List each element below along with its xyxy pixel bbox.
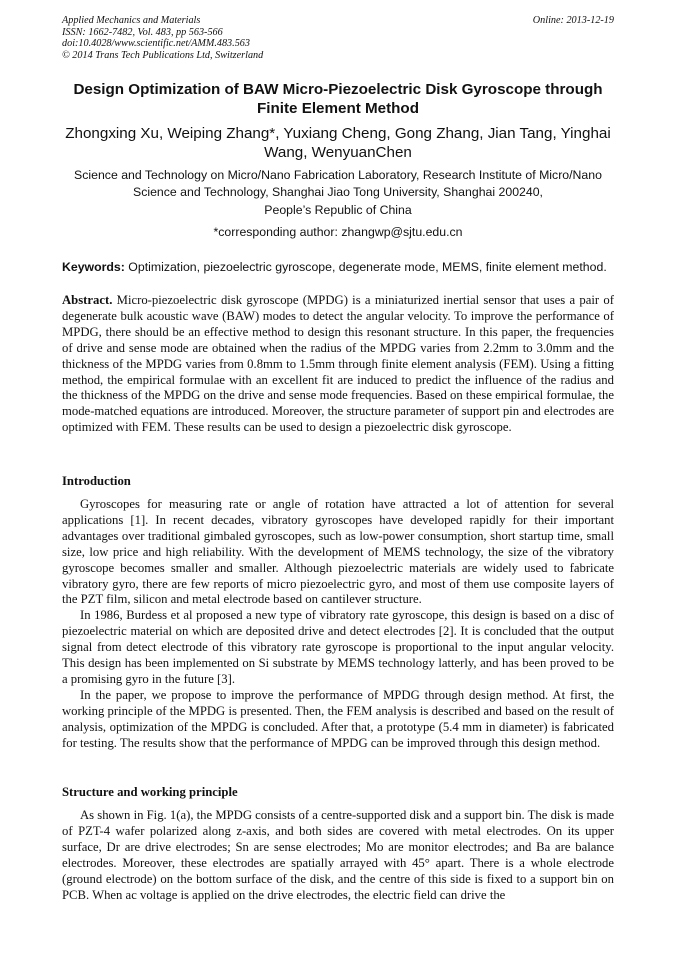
paragraph: As shown in Fig. 1(a), the MPDG consists of a centre-supported disk and a support bin. The disk is made of PZT-4 wafer polarized along z-axis, and both sides are covered with metal electrodes. On its upper surface, Dr are drive electrodes; Sn are sense electrodes; Mo are monitor electrodes; and Ba are balance electrodes. Moreover, these electrodes are spatially arrayed with 45° apart. There is a whole electrode (ground electrode) on the bottom surface of the disk, and the centre of this side is fixed to a support bin on PCB. When ac voltage is applied on the drive electrodes, the electric field can drive the: [62, 808, 614, 902]
author-list: Zhongxing Xu, Weiping Zhang*, Yuxiang Cheng, Gong Zhang, Jian Tang, Yinghai Wang, WenyuanChen: [65, 125, 611, 161]
paper-title: Design Optimization of BAW Micro-Piezoelectric Disk Gyroscope through Finite Element Method: [73, 81, 603, 117]
issn-line: ISSN: 1662-7482, Vol. 483, pp 563-566: [62, 26, 223, 38]
abstract: [62, 293, 614, 436]
keywords-label: Keywords:: [62, 260, 125, 274]
paragraph: In the paper, we propose to improve the performance of MPDG through design method. At first, the working principle of the MPDG is presented. Then, the FEM analysis is described and based on the result of analysis, optimization of the MPDG is concluded. After that, a prototype (5.4 mm in diameter) is fabricated for testing. The results show that the performance of MPDG can be improved through this design method.: [62, 687, 614, 750]
structure-heading: Structure and working principle: [62, 785, 238, 799]
abstract-label: Abstract.: [62, 293, 113, 307]
copyright-line: © 2014 Trans Tech Publications Ltd, Switzerland: [62, 49, 264, 61]
doi-line: doi:10.4028/www.scientific.net/AMM.483.563: [62, 38, 250, 49]
keywords-text: Optimization, piezoelectric gyroscope, degenerate mode, MEMS, finite element method.: [124, 260, 607, 274]
journal-header: [62, 15, 263, 61]
abstract-text: Micro-piezoelectric disk gyroscope (MPDG) is a miniaturized inertial sensor that uses a pair of degenerate bulk acoustic wave (BAW) modes to detect the angular velocity. To improve the performance of MPDG, there should be an effective method to design this resonant structure. In this paper, the frequencies of drive and sense mode are obtained when the radius of the MPDG varies from 2.2mm to 3.0mm and the thickness of the MPDG varies from 0.8mm to 1.5mm through finite element analysis (FEM). Using a fitting method, the empirical formulae with an excellent fit are induced to predict the influence of the radius and the thickness of the MPDG on the drive and sense mode frequencies. Based on these empirical formulae, the mode-matched equations are introduced. Moreover, the structure parameter of support pin and electrodes are optimized with FEM. These results can be used to design a piezoelectric disk gyroscope.: [62, 293, 614, 435]
online-date: Online: 2013-12-19: [532, 15, 614, 26]
affiliation-country: People’s Republic of China: [264, 203, 412, 217]
affiliation: Science and Technology on Micro/Nano Fabrication Laboratory, Research Institute of Micro/Nano Science and Technology, Shanghai Jiao Tong University, Shanghai 200240,: [74, 168, 602, 199]
introduction-body: [62, 497, 614, 752]
structure-body: [62, 808, 614, 903]
journal-name: Applied Mechanics and Materials: [62, 15, 201, 26]
paragraph: In 1986, Burdess et al proposed a new type of vibratory rate gyroscope, this design is based on a disc of piezoelectric material on which are deposited drive and detect electrodes [2]. It is concluded that the output signal from detect electrode of this vibratory rate gyroscope is proportional to the input angular velocity. This design has been implemented on Si substrate by MEMS technology latterly, and has been proved to be a promising gyro in the future [3].: [62, 608, 614, 686]
keywords: [62, 259, 614, 276]
introduction-heading: Introduction: [62, 474, 131, 488]
paragraph: Gyroscopes for measuring rate or angle of rotation have attracted a lot of attention for several applications [1]. In recent decades, vibratory gyroscopes have developed rapidly for their important advantages over traditional gimbaled gyroscopes, such as low-power consumption, short startup time, small size, low price and high reliability. With the development of MEMS technology, the size of the vibratory gyroscope becomes smaller and smaller. Although piezoelectric materials are widely used to fabricate vibratory gyro, there are few reports of micro piezoelectric gyro, and most of them use composite layers of the PZT film, silicon and metal electrode based on cantilever structure.: [62, 497, 614, 607]
corresponding-author: *corresponding author: zhangwp@sjtu.edu.cn: [213, 225, 463, 239]
